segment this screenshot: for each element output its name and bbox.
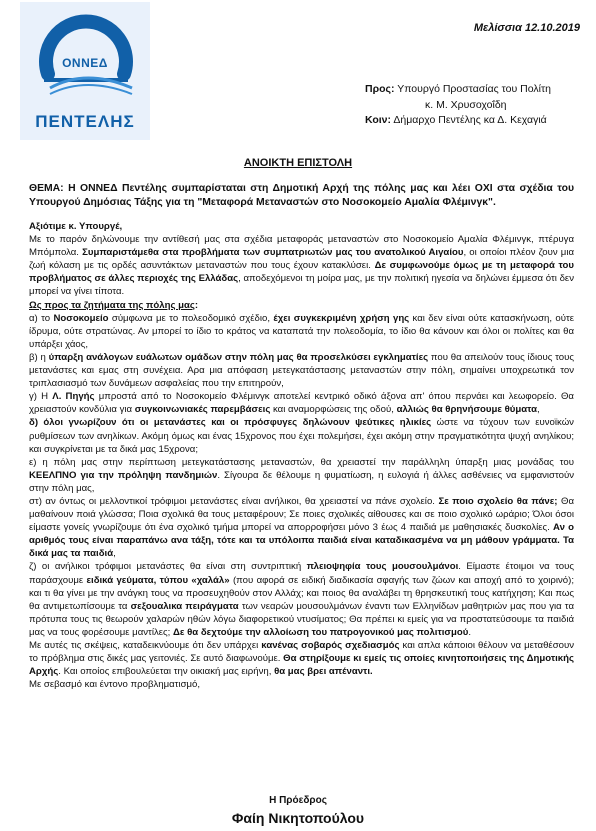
to-value: Υπουργό Προστασίας του Πολίτη xyxy=(397,83,551,95)
salutation: Αξιότιμε κ. Υπουργέ, xyxy=(29,221,123,232)
issues-heading: Ως προς τα ζητήματα της πόλης μας: xyxy=(29,299,199,311)
cc-label: Κοιν: xyxy=(365,114,392,126)
logo-text-bottom: ΠΕΝΤΕΛΗΣ xyxy=(35,112,135,131)
letter-body xyxy=(29,182,574,691)
closing-paragraph: Με αυτές τις σκέψεις, καταδεικνύουμε ότι δεν υπάρχει κανένας σοβαρός σχεδιασμός και απλα κάποιοι θέλουν να μεταθέσουν το πρόβλημα στις δικές μας γειτονιές. Σε αυτό διαφωνούμε. Θα στηρίξουμε κι εμείς τις οποίες κινητοποιήσεις της Δημοτικής Αρχής. Και οποίος επιβουλεύεται την οικιακή μας ειρήνη, θα μας βρει απέναντι. xyxy=(29,640,574,678)
issue-f: στ) αν όντως οι μελλοντικοί τρόφιμοι μετανάστες είναι ανήλικοι, θα χρειαστεί να πάνε σχολείο. Σε ποιο σχολείο θα πάνε; Θα μαθαίνουν ποιά γλώσσα; Ποια σχολικά θα τους μεταφέρουν; Σε ποιες σχολικές αίθουσες και σε ποιο σχολικό ωράριο; Όλοι όσοι είμαστε γονείς γνωρίζουμε ότι ένα σχολικό τμήμα μπορεί να απορροφήσει μόνο 3 έως 4 παιδιά με μαθησιακές δυσκολίες. Αν ο αριθμός τους είναι παραπάνω ανα τάξη, τότε και τα υπόλοιπα παιδιά είναι καταδικασμένα να μη μάθουν γράμματα. Τα δικά μας τα παιδιά, xyxy=(29,495,575,560)
letter-date: Μελίσσια 12.10.2019 xyxy=(473,22,580,34)
issue-a: α) το Νοσοκομείο σύμφωνα με το πολεοδομικό σχέδιο, έχει συγκεκριμένη χρήση γης και δεν είναι ούτε κατασκήνωση, ούτε ίδρυμα, ούτε στρατώνας. Αν μπορεί το ίδιο το κράτος να καταπατά την πολεοδομία, το ίδιο θα κάνουν και όλοι οι πολίτες και θα υπάρξει χάος, xyxy=(29,312,575,350)
recipients-block xyxy=(365,82,590,129)
issue-d: δ) όλοι γνωρίζουν ότι οι μετανάστες και οι πρόσφυγες δηλώνουν ψεύτικες ηλικίες ώστε να τύχουν των ευνοϊκών ρυθμίσεων των ανηλίκων. Ακόμη όμως και ένας 15χρονος που έχει πολεμήσει, έχει ακόμη στην πραγματικότητα ψυχή ανηλίκου; και συγκρίνεται με τα δικά μας 15χρονα; xyxy=(29,417,574,455)
logo-text-top: ΟΝΝΕΔ xyxy=(62,56,108,70)
to-label: Προς: xyxy=(365,83,395,95)
issue-b: β) η ύπαρξη ανάλογων ευάλωτων ομάδων στην πόλη μας θα προσελκύσει εγκληματίες που θα απειλούν τους ίδιους τους μετανάστες και εμας στη συνέχεια. Αρα μια απόφαση μετεγκατάστασης μεταναστών στην πόλη, σημαίνει υποχρεωτικά τον τριπλασιασμό των δυνάμεων ασφαλείας που την επιτηρούν, xyxy=(29,351,574,390)
signature-role: Η Πρόεδρος xyxy=(269,795,327,806)
to-name: κ. Μ. Χρυσοχοΐδη xyxy=(425,98,507,111)
issue-e: ε) η πόλη μας στην περίπτωση μετεγκατάστασης μεταναστών, θα χρειαστεί την παράλληλη ύπαρξη μιας μονάδας του ΚΕΕΛΠΝΟ για την πρόληψη πανδημιών. Σίγουρα δε θέλουμε η φυματίωση, η ευλογιά ή άλλες ασθένειες να εμφανιστούν στην πόλη μας, xyxy=(29,456,574,494)
regards-line: Με σεβασμό και έντονο προβληματισμό, xyxy=(29,679,201,691)
intro-paragraph: Με το παρόν δηλώνουμε την αντίθεσή μας στα σχέδια μεταφοράς μεταναστών στο Νοσοκομείο Αμαλία Φλέμινγκ, πτέρυγα Μπόμπολα. Συμπαριστάμεθα στα προβλήματα των συμπατριωτών μας του ανατολικού Αιγαίου, οι οποίοι πλέον ζουν μια ζωή κόλαση με τις ορδές ασυντάκτων μεταναστών που τους έχουν κατακλύσει. Δε συμφωνούμε όμως με τη μεταφορά του προβλήματος σε άλλες περιοχές της Ελλάδας, αποδεχόμενοι τη μοίρα μας, με την πολιτική ηγεσία να δηλώνει έμμεσα ότι δεν μπορεί να γίνει τίποτα. xyxy=(29,234,575,298)
issue-g: ζ) οι ανήλικοι τρόφιμοι μετανάστες θα είναι στη συντριπτική πλειοψηφία τους μουσουλμάνοι. Είμαστε έτοιμοι να τους παράσχουμε ειδικά γεύματα, τύπου «χαλάλ» (που αφορά σε ειδική διαδικασία σφαγής των ζώων και αποχή από το χοιρινό); και τι θα γίνει με την ανάγκη τους να προσευχηθούν στον Αλλάχ; και ποιος θα αναλάβει τη θρησκευτική τους κατήχηση; Και πως θα αντιμετωπίσουμε τα σεξουαλικα πειράγματα των νεαρών μουσουλμάνων έναντι των Ελληνίδων μαθητριών μας που για τα πρότυπα τους τις θεωρούν χαλαρών ηθών λόγω διαφορετικού ντυσίματος; Θα πρέπει κι εμείς για να προστατεύσουμε τα παιδιά μας να τους φορέσουμε μαντίλες; Δε θα δεχτούμε την αλλοίωση του πατρογονικού μας πολιτισμού. xyxy=(29,561,575,638)
letter-title: ΑΝΟΙΚΤΗ ΕΠΙΣΤΟΛΗ xyxy=(243,157,353,169)
issue-c: γ) Η Λ. Πηγής μπροστά από το Νοσοκομείο Φλέμινγκ αποτελεί κεντρικό οδικό άξονα απ' όπου περνάει και λεωφορείο. Θα χρειαστούν κονδύλια για συγκοινωνιακές παρεμβάσεις και αναμορφώσεις της οδού, αλλιώς θα θρηνήσουμε θύματα, xyxy=(29,391,574,416)
cc-value: Δήμαρχο Πεντέλης κα Δ. Κεχαγιά xyxy=(393,114,547,126)
onned-logo xyxy=(20,2,150,140)
letter-subject: ΘΕΜΑ: Η ΟΝΝΕΔ Πεντέλης συμπαρίσταται στη Δημοτική Αρχή της πόλης μας και λέει ΟΧΙ στα σχέδια του Υπουργού Δημόσιας Τάξης για τη "Μεταφορά Μεταναστών στο Νοσοκομείο Αμαλία Φλέμινγκ". xyxy=(29,183,574,208)
signature-name: Φαίη Νικητοπούλου xyxy=(231,810,365,826)
